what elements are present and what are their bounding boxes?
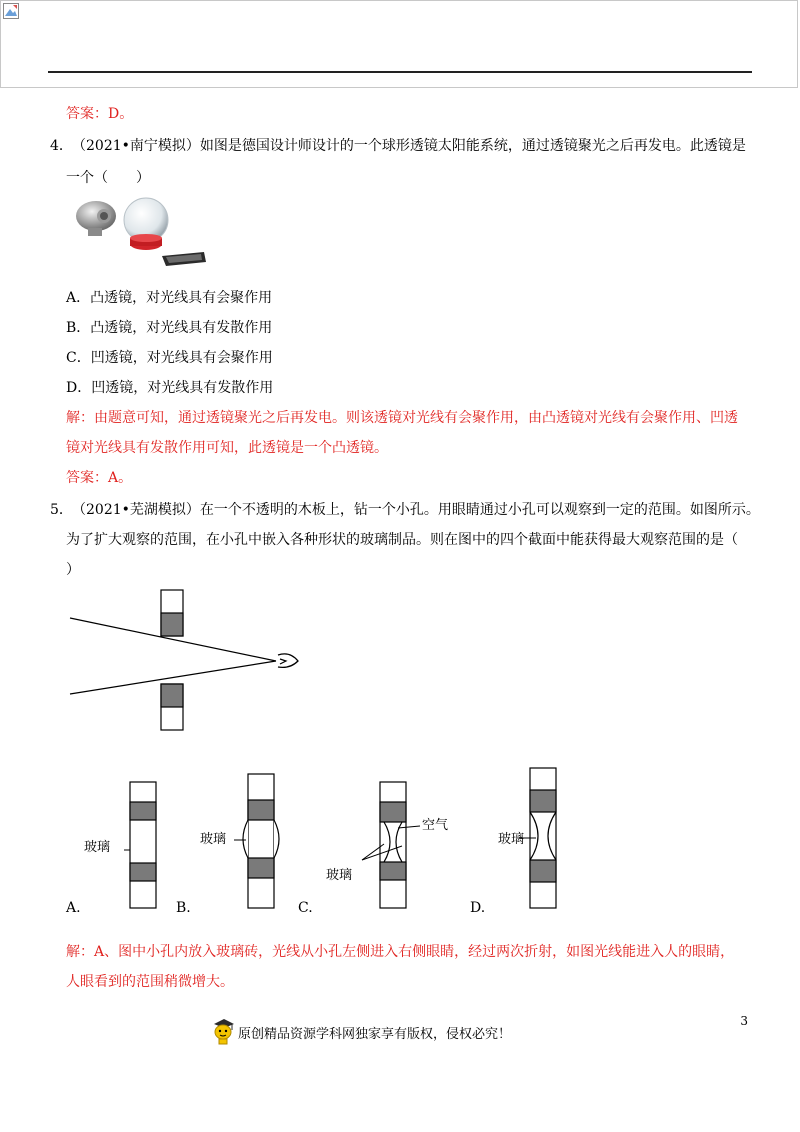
q5-solution-line1: 解：A、图中小孔内放入玻璃砖，光线从小孔左侧进入右侧眼睛，经过两次折射，如图光线能进入人的眼睛，	[66, 944, 735, 960]
eye-icon	[278, 654, 298, 668]
option-c-glass-label: 玻璃	[326, 868, 353, 883]
q4-option-a: A．凸透镜，对光线具有会聚作用	[66, 290, 273, 306]
option-a-figure	[124, 782, 156, 908]
option-c-air-label: 空气	[422, 818, 449, 833]
q5-solution-line2: 人眼看到的范围稍微增大。	[66, 974, 234, 990]
option-b-label: B.	[176, 900, 191, 916]
copyright-notice: 原创精品资源学科网独家享有版权，侵权必究！	[238, 1026, 512, 1042]
header-divider	[48, 71, 752, 73]
option-a-label: A.	[66, 900, 81, 916]
q5-stem-line2: 为了扩大观察的范围，在小孔中嵌入各种形状的玻璃制品。则在图中的四个截面中能获得最大观察范围的是（	[66, 532, 738, 548]
broken-image-icon	[3, 3, 19, 19]
footer	[210, 1018, 511, 1046]
lower-board-shaded	[161, 684, 183, 707]
pinhole-view-diagram	[66, 585, 306, 735]
option-b-glass-label: 玻璃	[200, 832, 227, 847]
upper-board-shaded	[161, 613, 183, 636]
q4-option-b: B．凸透镜，对光线具有发散作用	[66, 320, 273, 336]
q4-stem-line1: （2021•南宁模拟）如图是德国设计师设计的一个球形透镜太阳能系统，通过透镜聚光之后再发电。此透镜是	[72, 138, 746, 154]
q4-option-d: D．凹透镜，对光线具有发散作用	[66, 380, 274, 396]
q4-stem-line2: 一个（ ）	[66, 170, 150, 186]
q4-number: 4．	[50, 138, 73, 154]
q5-stem-line1: （2021•芜湖模拟）在一个不透明的木板上，钻一个小孔。用眼睛通过小孔可以观察到一定的范围。如图所示。	[72, 502, 760, 518]
option-d-glass-label: 玻璃	[498, 832, 525, 847]
q4-solution-line2: 镜对光线具有发散作用可知，此透镜是一个凸透镜。	[66, 440, 388, 456]
page-header	[0, 0, 798, 88]
option-b-figure	[234, 774, 279, 908]
cartoon-mascot-icon	[210, 1018, 236, 1046]
q4-solution-line1: 解：由题意可知，通过透镜聚光之后再发电。则该透镜对光线有会聚作用，由凸透镜对光线有会聚作用、凹透	[66, 410, 738, 426]
option-c-label: C.	[298, 900, 313, 916]
option-c-figure	[362, 782, 420, 908]
spherical-lens-solar-device-image	[74, 196, 212, 272]
option-d-figure	[520, 768, 556, 908]
q5-number: 5．	[50, 502, 73, 518]
option-a-glass-label: 玻璃	[84, 840, 111, 855]
q3-answer: 答案：D。	[66, 106, 134, 122]
q4-option-c: C．凹透镜，对光线具有会聚作用	[66, 350, 273, 366]
page-number: 3	[740, 1014, 748, 1028]
q4-answer: 答案：A。	[66, 470, 133, 486]
option-d-label: D.	[470, 900, 486, 916]
q5-stem-line3: ）	[66, 562, 80, 578]
